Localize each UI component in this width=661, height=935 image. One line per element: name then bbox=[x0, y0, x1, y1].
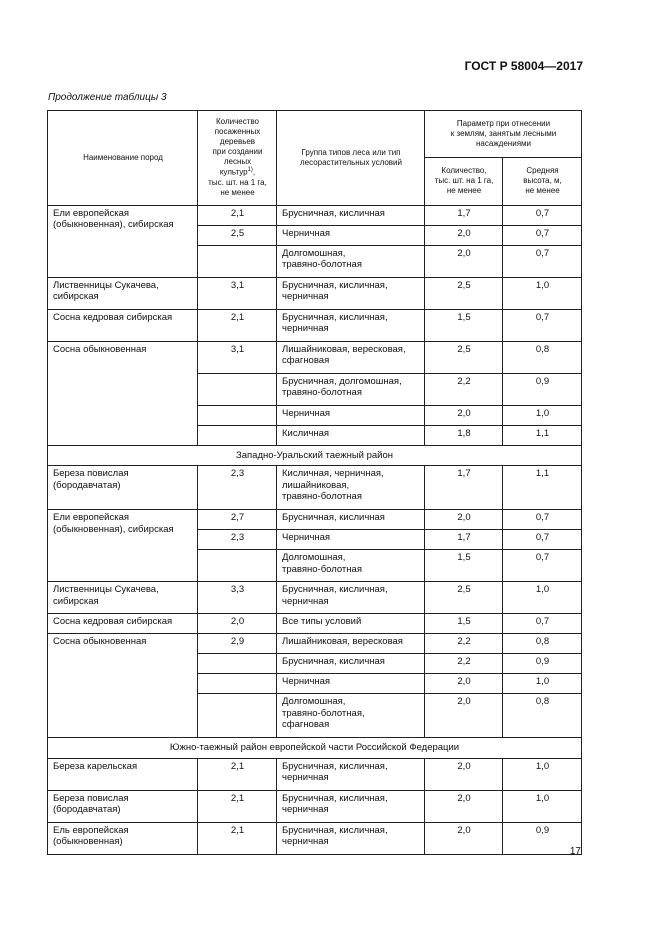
forest-type-group: Брусничная, кисличная, черничная bbox=[277, 790, 425, 822]
table-row bbox=[48, 310, 582, 342]
forest-type-group: Кисличная bbox=[277, 426, 425, 446]
quantity-value: 2,5 bbox=[425, 582, 503, 614]
forest-type-group: Черничная bbox=[277, 226, 425, 246]
height-value: 0,7 bbox=[503, 246, 582, 278]
forest-type-group: Лишайниковая, вересковая, сфагновая bbox=[277, 342, 425, 374]
region-row bbox=[48, 738, 582, 758]
planted-count bbox=[198, 654, 277, 674]
quantity-value: 2,2 bbox=[425, 374, 503, 406]
table-row bbox=[48, 790, 582, 822]
planted-count: 2,7 bbox=[198, 510, 277, 530]
table-row bbox=[48, 466, 582, 510]
height-value: 0,7 bbox=[503, 206, 582, 226]
planted-count: 2,3 bbox=[198, 530, 277, 550]
forest-type-group: Черничная bbox=[277, 530, 425, 550]
height-value: 1,0 bbox=[503, 406, 582, 426]
species-name: Сосна кедровая сибирская bbox=[48, 310, 198, 342]
planted-count bbox=[198, 674, 277, 694]
table-row bbox=[48, 822, 582, 854]
planted-count bbox=[198, 246, 277, 278]
species-name: Сосна обыкновенная bbox=[48, 342, 198, 446]
height-value: 0,8 bbox=[503, 634, 582, 654]
table-row bbox=[48, 278, 582, 310]
height-value: 0,7 bbox=[503, 310, 582, 342]
region-row bbox=[48, 446, 582, 466]
planted-count: 2,9 bbox=[198, 634, 277, 654]
table-row bbox=[48, 758, 582, 790]
quantity-value: 2,0 bbox=[425, 246, 503, 278]
quantity-value: 2,0 bbox=[425, 790, 503, 822]
table-row bbox=[48, 634, 582, 654]
quantity-value: 1,7 bbox=[425, 530, 503, 550]
table-row bbox=[48, 614, 582, 634]
quantity-value: 2,0 bbox=[425, 758, 503, 790]
height-value: 1,0 bbox=[503, 582, 582, 614]
header-quantity: Количество, тыс. шт. на 1 га, не менее bbox=[425, 158, 503, 206]
quantity-value: 1,5 bbox=[425, 550, 503, 582]
species-name: Ели европейская (обыкновенная), сибирская bbox=[48, 510, 198, 582]
forest-type-group: Брусничная, кисличная bbox=[277, 206, 425, 226]
planted-count bbox=[198, 374, 277, 406]
page-number: 17 bbox=[569, 846, 581, 857]
quantity-value: 2,0 bbox=[425, 822, 503, 854]
forest-type-group: Брусничная, кисличная bbox=[277, 654, 425, 674]
forest-type-group: Брусничная, кисличная, черничная bbox=[277, 582, 425, 614]
species-name: Ели европейская (обыкновенная), сибирская bbox=[48, 206, 198, 278]
height-value: 0,7 bbox=[503, 614, 582, 634]
height-value: 1,0 bbox=[503, 790, 582, 822]
height-value: 0,8 bbox=[503, 694, 582, 738]
quantity-value: 2,0 bbox=[425, 406, 503, 426]
height-value: 0,8 bbox=[503, 342, 582, 374]
height-value: 1,0 bbox=[503, 674, 582, 694]
header-average-height: Средняя высота, м, не менее bbox=[503, 158, 582, 206]
species-name: Береза повислая (бородавчатая) bbox=[48, 790, 198, 822]
species-name: Ель европейская (обыкновенная) bbox=[48, 822, 198, 854]
region-title: Западно-Уральский таежный район bbox=[48, 446, 582, 466]
forest-type-group: Брусничная, долгомошная, травяно-болотная bbox=[277, 374, 425, 406]
table-caption: Продолжение таблицы 3 bbox=[48, 92, 167, 103]
species-name: Береза повислая (бородавчатая) bbox=[48, 466, 198, 510]
species-name: Береза карельская bbox=[48, 758, 198, 790]
document-code: ГОСТ Р 58004—2017 bbox=[464, 59, 583, 73]
quantity-value: 1,7 bbox=[425, 206, 503, 226]
quantity-value: 2,2 bbox=[425, 654, 503, 674]
forest-type-group: Лишайниковая, вересковая bbox=[277, 634, 425, 654]
planted-count bbox=[198, 694, 277, 738]
planted-count bbox=[198, 406, 277, 426]
table-row bbox=[48, 582, 582, 614]
quantity-value: 2,0 bbox=[425, 694, 503, 738]
planted-count: 2,1 bbox=[198, 790, 277, 822]
height-value: 0,9 bbox=[503, 374, 582, 406]
forest-type-group: Брусничная, кисличная, черничная bbox=[277, 822, 425, 854]
species-name: Сосна обыкновенная bbox=[48, 634, 198, 738]
planted-count: 2,1 bbox=[198, 758, 277, 790]
forest-type-group: Черничная bbox=[277, 406, 425, 426]
header-planted-count: Количество посаженных деревьев при создании лесных культур$^{1)}$, тыс. шт. на 1 га, не менее bbox=[198, 111, 277, 206]
table-row bbox=[48, 510, 582, 530]
forest-type-group: Брусничная, кисличная, черничная bbox=[277, 310, 425, 342]
planted-count: 3,1 bbox=[198, 342, 277, 374]
quantity-value: 2,0 bbox=[425, 674, 503, 694]
height-value: 0,7 bbox=[503, 530, 582, 550]
quantity-value: 2,0 bbox=[425, 510, 503, 530]
planted-count: 3,3 bbox=[198, 582, 277, 614]
planted-count: 3,1 bbox=[198, 278, 277, 310]
header-forest-type-group: Группа типов леса или тип лесорастительных условий bbox=[277, 111, 425, 206]
planted-count: 2,5 bbox=[198, 226, 277, 246]
region-title: Южно-таежный район европейской части Российской Федерации bbox=[48, 738, 582, 758]
planted-count: 2,1 bbox=[198, 822, 277, 854]
quantity-value: 2,5 bbox=[425, 342, 503, 374]
height-value: 1,0 bbox=[503, 758, 582, 790]
forest-type-group: Долгомошная, травяно-болотная bbox=[277, 550, 425, 582]
header-parameter: Параметр при отнесении к землям, занятым лесными насаждениями bbox=[425, 111, 582, 158]
table-row bbox=[48, 206, 582, 226]
quantity-value: 1,5 bbox=[425, 614, 503, 634]
planted-count: 2,1 bbox=[198, 206, 277, 226]
planted-count bbox=[198, 550, 277, 582]
forest-type-group: Долгомошная, травяно-болотная, сфагновая bbox=[277, 694, 425, 738]
forest-type-group: Черничная bbox=[277, 674, 425, 694]
height-value: 1,1 bbox=[503, 466, 582, 510]
height-value: 1,1 bbox=[503, 426, 582, 446]
species-table bbox=[47, 110, 582, 855]
quantity-value: 2,5 bbox=[425, 278, 503, 310]
planted-count: 2,1 bbox=[198, 310, 277, 342]
quantity-value: 1,7 bbox=[425, 466, 503, 510]
planted-count: 2,0 bbox=[198, 614, 277, 634]
table-row bbox=[48, 342, 582, 374]
forest-type-group: Брусничная, кисличная, черничная bbox=[277, 758, 425, 790]
planted-count bbox=[198, 426, 277, 446]
height-value: 0,9 bbox=[503, 654, 582, 674]
header-species-name: Наименование пород bbox=[48, 111, 198, 206]
forest-type-group: Кисличная, черничная, лишайниковая, травяно-болотная bbox=[277, 466, 425, 510]
height-value: 1,0 bbox=[503, 278, 582, 310]
forest-type-group: Брусничная, кисличная bbox=[277, 510, 425, 530]
forest-type-group: Долгомошная, травяно-болотная bbox=[277, 246, 425, 278]
quantity-value: 1,8 bbox=[425, 426, 503, 446]
quantity-value: 2,0 bbox=[425, 226, 503, 246]
footnote-marker: 1) bbox=[247, 167, 253, 174]
species-name: Сосна кедровая сибирская bbox=[48, 614, 198, 634]
table-body bbox=[48, 206, 582, 855]
height-value: 0,7 bbox=[503, 550, 582, 582]
species-name: Лиственницы Сукачева, сибирская bbox=[48, 278, 198, 310]
quantity-value: 2,2 bbox=[425, 634, 503, 654]
species-name: Лиственницы Сукачева, сибирская bbox=[48, 582, 198, 614]
forest-type-group: Все типы условий bbox=[277, 614, 425, 634]
planted-count: 2,3 bbox=[198, 466, 277, 510]
height-value: 0,7 bbox=[503, 510, 582, 530]
height-value: 0,9 bbox=[503, 822, 582, 854]
forest-type-group: Брусничная, кисличная, черничная bbox=[277, 278, 425, 310]
quantity-value: 1,5 bbox=[425, 310, 503, 342]
height-value: 0,7 bbox=[503, 226, 582, 246]
